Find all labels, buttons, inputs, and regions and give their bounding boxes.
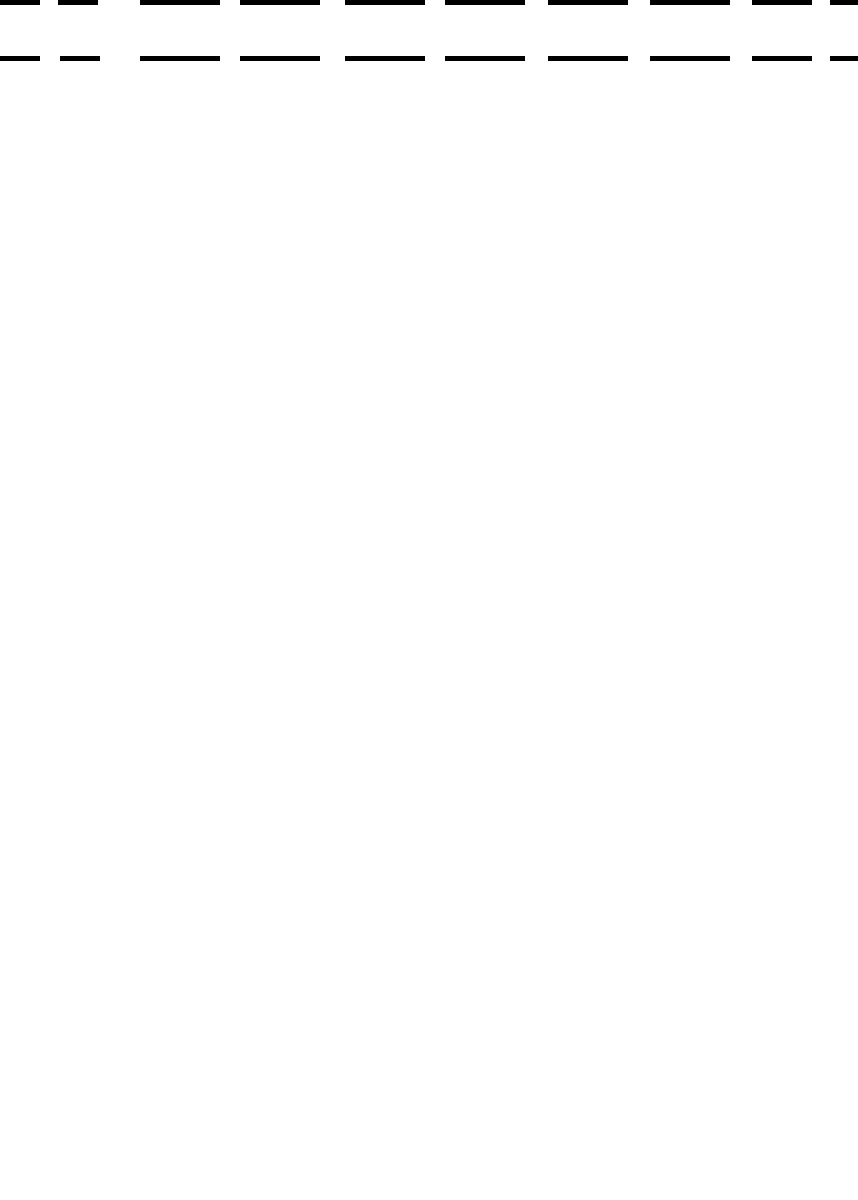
text-block-top <box>80 140 800 450</box>
text-block-bottom <box>80 784 800 1104</box>
header-bottom-dashes <box>0 56 858 61</box>
text-block-middle <box>80 468 800 758</box>
header-motif-row <box>0 22 858 52</box>
header-top-dashes <box>0 0 858 5</box>
